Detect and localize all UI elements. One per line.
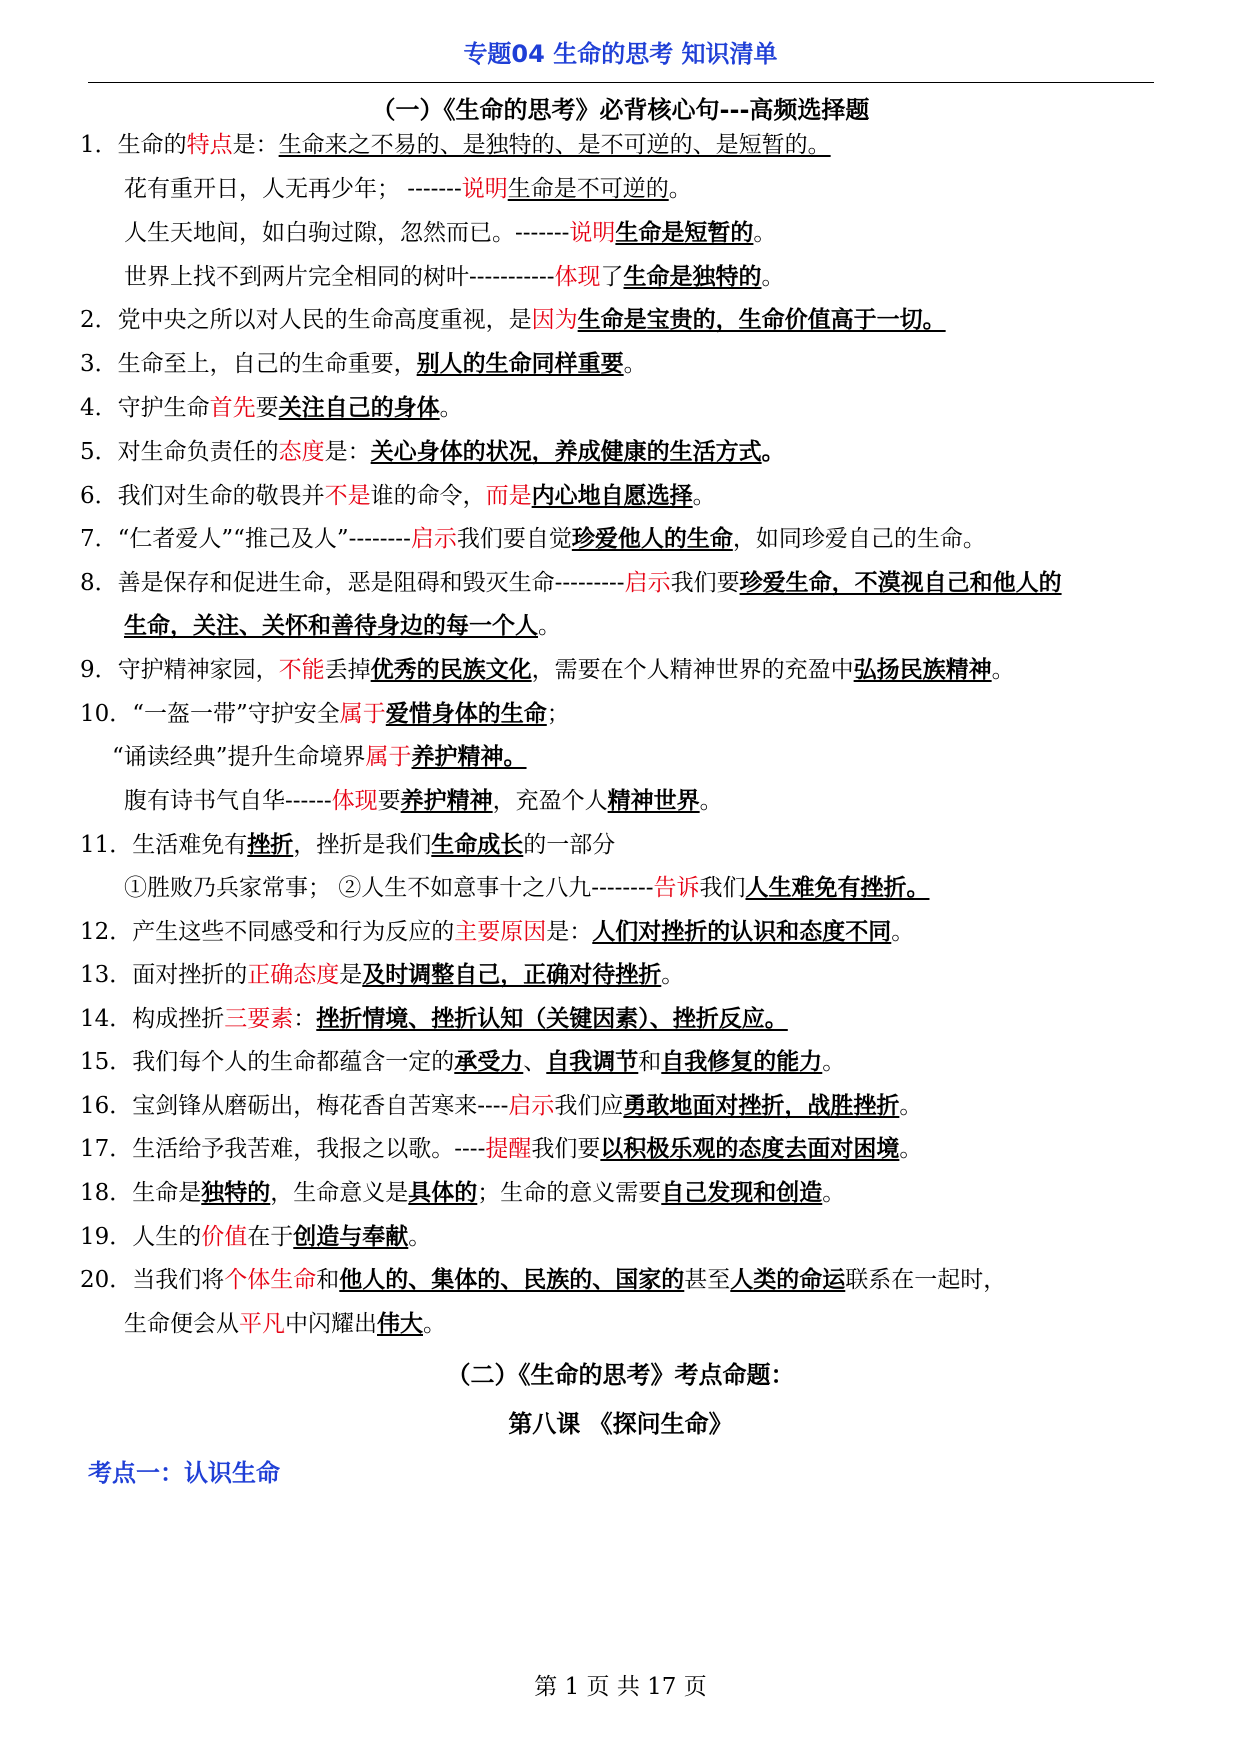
key-phrase: 自我修复的能力 [661,1048,823,1075]
key-phrase: 关心身体的状况，养成健康的生活方式 [370,438,762,465]
text-segment: 世界上找不到两片完全相同的树叶----------- [124,264,555,290]
key-phrase: 及时调整自己，正确对待挫折 [362,961,662,988]
text-segment: 7．“仁者爱人”“推己及人”-------- [80,526,411,552]
keyword-highlight: 正确态度 [247,962,340,988]
text-segment: 是 [339,962,363,988]
list-item [124,1309,446,1339]
key-phrase: 精神世界 [607,787,700,814]
text-segment: 5．对生命负责任的 [80,439,279,465]
section-heading-exam-points: （二）《生命的思考》考点命题： [446,1361,795,1389]
exam-point-heading: 考点一：认识生命 [88,1459,280,1487]
key-phrase: 优秀的民族文化 [370,656,532,683]
keyword-highlight: 属于 [365,744,412,770]
key-phrase: 独特的 [201,1179,271,1206]
text-segment: 要 [255,395,279,421]
text-segment: 在于 [247,1224,294,1250]
list-item [112,742,527,772]
text-segment: 花有重开日，人无再少年； ------- [124,176,462,202]
list-item [80,1222,431,1252]
keyword-highlight: 启示 [508,1093,555,1119]
list-item [80,960,684,990]
text-segment: 。 [761,264,785,290]
text-segment: ，挫折是我们 [293,832,432,858]
key-phrase: 养护精神。 [411,743,527,770]
key-phrase: 生命成长 [431,831,524,858]
text-segment: 的一部分 [523,832,616,858]
keyword-highlight: 主要原因 [454,919,547,945]
text-segment: 。 [822,1180,846,1206]
list-item [80,1091,922,1121]
key-phrase: 生命是独特的 [623,263,762,290]
text-segment: ；生命的意义需要 [477,1180,662,1206]
keyword-highlight: 说明 [569,220,616,246]
text-segment: 、 [523,1049,547,1075]
text-segment: 人生天地间，如白驹过隙，忽然而已。------- [124,220,570,246]
key-phrase: 挫折情境、挫折认知（关键因素）、挫折反应。 [316,1005,788,1032]
key-phrase: 珍爱生命，不漠视自己和他人的 [739,569,1062,596]
key-phrase: 别人的生命同样重要 [416,350,624,377]
list-item [80,305,946,335]
text-segment: 。 [668,176,692,202]
keyword-highlight: 说明 [461,176,508,202]
text-segment: 。 [692,483,716,509]
text-segment: 。 [991,657,1015,683]
keyword-highlight: 因为 [531,307,578,333]
key-phrase: 自我调节 [546,1048,639,1075]
text-segment: 和 [638,1049,662,1075]
keyword-highlight: 特点 [186,132,233,158]
text-segment: 我们要自觉 [456,526,572,552]
text-segment: 3．生命至上，自己的生命重要， [80,351,417,377]
text-segment: 13．面对挫折的 [80,962,248,988]
keyword-highlight: 不是 [324,483,371,509]
text-segment: 6．我们对生命的敬畏并 [80,483,325,509]
key-phrase: 勇敢地面对挫折，战胜挫折 [623,1092,900,1119]
list-item [80,1265,1006,1295]
key-phrase: 生命是不可逆的 [507,176,669,202]
key-phrase: 人生难免有挫折。 [745,874,930,901]
text-segment: 。 [761,438,785,465]
key-phrase: 弘扬民族精神 [853,656,992,683]
text-segment: 9．守护精神家园， [80,657,279,683]
text-segment: 16．宝剑锋从磨砺出，梅花香自苦寒来---- [80,1093,509,1119]
text-segment: 11．生活难免有 [80,832,248,858]
key-phrase: 生命，关注、关怀和善待身边的每一个人 [124,612,538,639]
list-item [80,524,986,554]
text-segment: 和 [316,1267,340,1293]
text-segment: 腹有诗书气自华------ [124,788,332,814]
lesson-heading: 第八课 《探问生命》 [508,1410,733,1438]
list-item [124,218,776,248]
key-phrase: 具体的 [408,1179,478,1206]
key-phrase: 生命来之不易的、是独特的、是不可逆的、是短暂的。 [278,132,831,158]
list-item [80,393,463,423]
keyword-highlight: 首先 [209,395,256,421]
list-item [124,174,692,204]
list-item [124,873,929,903]
keyword-highlight: 态度 [278,439,325,465]
key-phrase: 人们对挫折的认识和态度不同 [592,918,892,945]
text-segment: 我们 [699,875,746,901]
text-segment: ，充盈个人 [492,788,608,814]
key-phrase: 人类的命运 [730,1266,846,1293]
keyword-highlight: 启示 [410,526,457,552]
text-segment: 是： [546,919,593,945]
text-segment: 。 [538,613,561,639]
text-segment: ①胜败乃兵家常事； ②人生不如意事十之八九-------- [124,875,654,901]
text-segment: 4．守护生命 [80,395,210,421]
text-segment: 。 [822,1049,846,1075]
text-segment: 。 [439,395,463,421]
text-segment: 是： [324,439,371,465]
list-item [80,699,570,729]
text-segment: 要 [377,788,401,814]
key-phrase: 养护精神 [400,787,493,814]
key-phrase: 生命是宝贵的，生命价值高于一切。 [577,306,946,333]
list-item [80,917,914,947]
text-segment: 12．产生这些不同感受和行为反应的 [80,919,455,945]
text-segment: 我们要 [531,1136,601,1162]
text-segment: 20．当我们将 [80,1267,225,1293]
text-segment: ，如同珍爱自己的生命。 [732,526,986,552]
text-segment: 中闪耀出 [285,1311,377,1337]
header-divider [88,82,1154,83]
list-item [80,655,1015,685]
list-item [124,786,723,816]
key-phrase: 他人的、集体的、民族的、国家的 [339,1266,685,1293]
keyword-highlight: 个体生命 [224,1267,317,1293]
text-segment: 生命便会从 [124,1311,239,1337]
keyword-highlight: 三要素 [224,1006,294,1032]
text-segment: 。 [891,919,915,945]
keyword-highlight: 不能 [278,657,325,683]
list-item [80,437,785,467]
text-segment: 17．生活给予我苦难，我报之以歌。---- [80,1136,486,1162]
text-segment: 。 [899,1136,923,1162]
keyword-highlight: 属于 [339,701,386,727]
list-item [80,349,647,379]
list-item [80,130,831,160]
list-item [80,1047,845,1077]
text-segment: 。 [899,1093,923,1119]
keyword-highlight: 价值 [201,1224,248,1250]
key-phrase: 自己发现和创造 [661,1179,823,1206]
list-item [80,830,615,860]
text-segment: 。 [408,1224,432,1250]
list-item [124,611,561,641]
keyword-highlight: 启示 [624,570,671,596]
text-segment: ： [293,1006,317,1032]
key-phrase: 挫折 [247,831,294,858]
keyword-highlight: 告诉 [653,875,700,901]
key-phrase: 伟大 [377,1310,423,1337]
text-segment: 2．党中央之所以对人民的生命高度重视，是 [80,307,532,333]
key-phrase: 生命是短暂的 [615,219,754,246]
text-segment: 19．人生的 [80,1224,202,1250]
text-segment: 联系在一起时， [845,1267,1007,1293]
text-segment: 是： [232,132,279,158]
key-phrase: 珍爱他人的生命 [571,525,733,552]
key-phrase: 承受力 [454,1048,524,1075]
text-segment: 甚至 [684,1267,731,1293]
text-segment: 10．“一盔一带”守护安全 [80,701,340,727]
list-item [80,1134,922,1164]
keyword-highlight: 而是 [485,483,532,509]
document-title: 专题04 生命的思考 知识清单 [463,40,778,68]
text-segment: ，生命意义是 [270,1180,409,1206]
text-segment: 15．我们每个人的生命都蕴含一定的 [80,1049,455,1075]
text-segment: 。 [423,1311,446,1337]
key-phrase: 关注自己的身体 [278,394,440,421]
list-item [124,262,785,292]
text-segment: 了 [600,264,624,290]
text-segment: ，需要在个人精神世界的充盈中 [531,657,854,683]
key-phrase: 创造与奉献 [293,1223,409,1250]
keyword-highlight: 体现 [554,264,601,290]
text-segment: 谁的命令， [370,483,486,509]
text-segment: 我们要 [670,570,740,596]
text-segment: 。 [623,351,647,377]
text-segment: 18．生命是 [80,1180,202,1206]
text-segment: “诵读经典”提升生命境界 [112,744,366,770]
key-phrase: 爱惜身体的生命 [385,700,547,727]
list-item [80,1178,845,1208]
text-segment: 14．构成挫折 [80,1006,225,1032]
text-segment: 我们应 [554,1093,624,1119]
list-item [80,1004,788,1034]
text-segment: 丢掉 [324,657,371,683]
page-number: 第 1 页 共 17 页 [534,1674,707,1700]
keyword-highlight: 提醒 [485,1136,532,1162]
list-item [80,568,1062,598]
keyword-highlight: 平凡 [239,1311,285,1337]
keyword-highlight: 体现 [331,788,378,814]
list-item [80,481,716,511]
text-segment: 。 [661,962,685,988]
section-heading-core-sentences: （一）《生命的思考》必背核心句---高频选择题 [371,96,870,124]
text-segment: 。 [699,788,723,814]
text-segment: 。 [753,220,777,246]
key-phrase: 以积极乐观的态度去面对困境 [600,1135,900,1162]
text-segment: ； [546,701,570,727]
text-segment: 1．生命的 [80,132,187,158]
text-segment: 8．善是保存和促进生命，恶是阻碍和毁灭生命--------- [80,570,625,596]
key-phrase: 内心地自愿选择 [531,482,693,509]
